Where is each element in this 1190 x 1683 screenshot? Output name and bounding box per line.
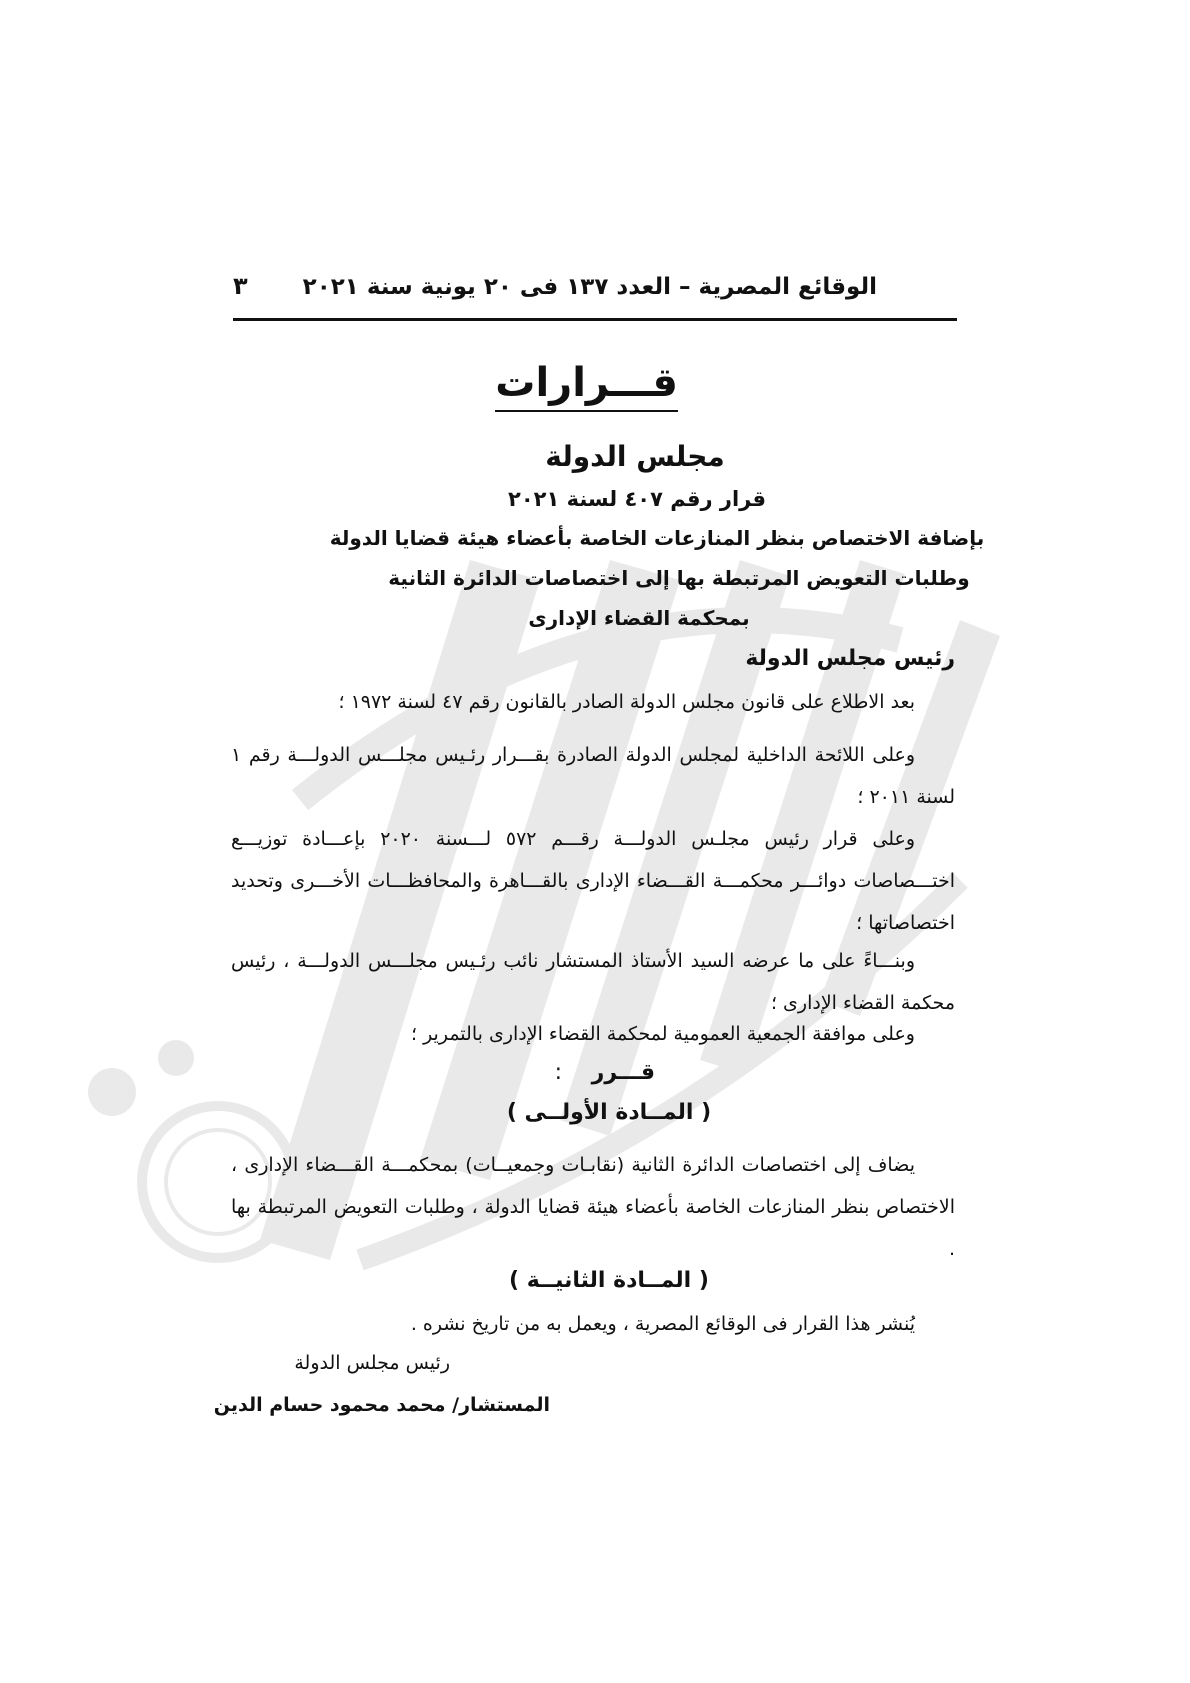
preamble-paragraph-4: وبنـــاءً على ما عرضه السيد الأستاذ المستشار نائب رئـيس مجلـــس الدولـــة ، رئيس محكمة القضاء الإدارى ؛ — [231, 950, 955, 1014]
section-title: قـــرارات — [495, 360, 678, 412]
article-2-text: يُنشر هذا القرار فى الوقائع المصرية ، ويعمل به من تاريخ نشره . — [410, 1313, 915, 1335]
decree-word: قـــرر — [591, 1060, 655, 1085]
article-2-title: ( المــادة الثانيــة ) — [509, 1268, 709, 1293]
issuer-heading: رئيس مجلس الدولة — [745, 646, 955, 671]
decision-subject-line-2: وطلبات التعويض المرتبطة بها إلى اختصاصات الدائرة الثانية — [388, 566, 970, 590]
article-1-title: ( المــادة الأولــى ) — [506, 1100, 712, 1125]
preamble-paragraph-2: وعلى اللائحة الداخلية لمجلس الدولة الصادرة بقـــرار رئـيس مجلـــس الدولـــة رقم ١ لسنة ٢٠١١ ؛ — [231, 744, 955, 808]
header-title: الوقائع المصرية – العدد ١٣٧ فى ٢٠ يونية سنة ٢٠٢١ — [302, 274, 877, 300]
article-1-text: يضاف إلى اختصاصات الدائرة الثانية (نقابـات وجمعيــات) بمحكمـــة القـــضاء الإدارى ، الاختصاص بنظر المنازعات الخاصة بأعضاء هيئة قضايا الدولة ، وطلبات التعويض المرتبطة بها . — [231, 1154, 955, 1260]
decree-colon: : — [554, 1060, 562, 1085]
preamble-paragraph-5: وعلى موافقة الجمعية العمومية لمحكمة القضاء الإدارى بالتمرير ؛ — [410, 1023, 915, 1045]
signature-name: المستشار/ محمد محمود حسام الدين — [213, 1394, 550, 1416]
preamble-paragraph-3: وعلى قرار رئيس مجلـس الدولـــة رقـــم ٥٧٢ لـــسنة ٢٠٢٠ بإعـــادة توزيـــع اختـــصاصات دوائـــر محكمـــة القـــضاء الإدارى بالقـــاهرة والمحافظـــات الأخـــرى وتحديد اختصاصاتها ؛ — [231, 828, 955, 934]
page-number: ٣ — [233, 272, 248, 300]
decision-subject-line-3: بمحكمة القضاء الإدارى — [528, 606, 750, 630]
decision-subject-line-1: بإضافة الاختصاص بنظر المنازعات الخاصة بأعضاء هيئة قضايا الدولة — [329, 526, 985, 550]
signature-title: رئيس مجلس الدولة — [294, 1352, 450, 1374]
preamble-paragraph-1: بعد الاطلاع على قانون مجلس الدولة الصادر بالقانون رقم ٤٧ لسنة ١٩٧٢ ؛ — [338, 691, 915, 713]
decision-authority: مجلس الدولة — [545, 440, 725, 473]
decision-number: قرار رقم ٤٠٧ لسنة ٢٠٢١ — [508, 487, 766, 511]
gazette-header — [233, 270, 957, 321]
